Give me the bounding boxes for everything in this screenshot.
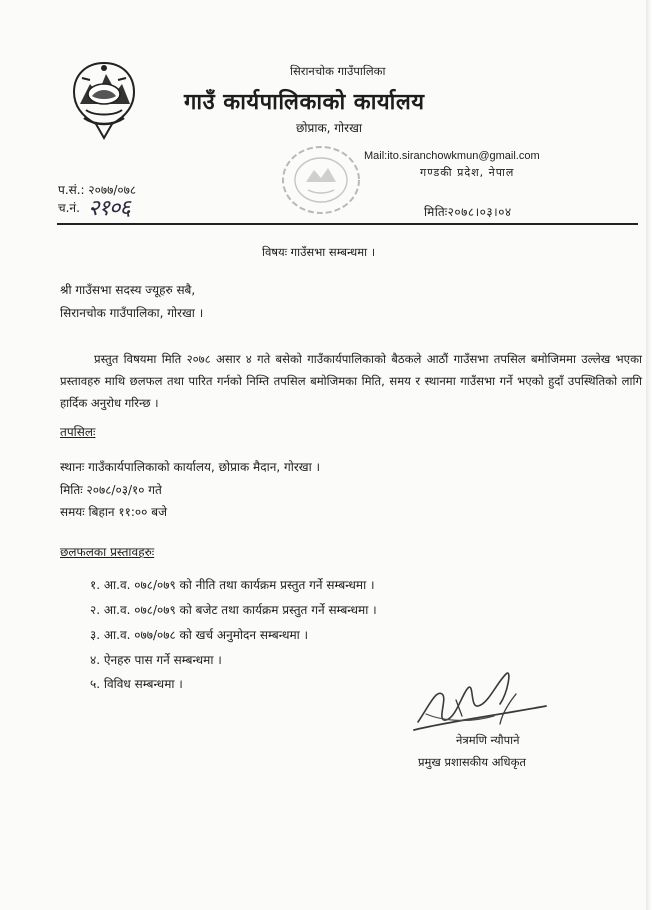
letter-subject: विषयः गाउँसभा सम्बन्धमा । [262, 245, 376, 259]
dispatch-label: च.नं. [58, 201, 80, 215]
meeting-time: समयः बिहान ११:०० बजे [60, 505, 167, 519]
addressee-line-2: सिरानचोक गाउँपालिका, गोरखा । [60, 306, 204, 320]
header-divider [57, 223, 638, 225]
proposal-item: २. आ.व. ०७८/०७९ को बजेट तथा कार्यक्रम प्रस्तुत गर्ने सम्बन्धमा । [90, 603, 377, 617]
proposal-item: १. आ.व. ०७८/०७९ को नीति तथा कार्यक्रम प्रस्तुत गर्ने सम्बन्धमा । [90, 578, 375, 592]
office-email: Mail:ito.siranchowkmun@gmail.com [364, 150, 540, 162]
letter-body: प्रस्तुत विषयमा मिति २०७८ असार ४ गते बसेको गाउँकार्यपालिकाको बैठकले आठौं गाउँसभा तपसिल बमोजिममा उल्लेख भएका प्रस्तावहरु माथि छलफल तथा पारित गर्नको निम्ति तपसिल बमोजिमका मिति, समय र स्थानमा गाउँसभा गर्ने भएको हुदाँ उपस्थितिको लागि हार्दिक अनुरोध गरिन्छ । [60, 352, 642, 410]
reference-number: प.सं.: २०७७/०७८ [58, 183, 137, 197]
letter-date: मितिः२०७८।०३।०४ [424, 205, 512, 219]
dispatch-number: २१०६ [88, 196, 130, 221]
proposal-item: ५. विविध सम्बन्धमा । [90, 677, 183, 691]
government-emblem-icon [70, 60, 138, 144]
signatory-name: नेत्रमणि न्यौपाने [456, 733, 520, 747]
details-heading: तपसिलः [60, 425, 96, 439]
office-title: गाउँ कार्यपालिकाको कार्यालय [184, 90, 425, 115]
proposals-heading: छलफलका प्रस्तावहरुः [60, 545, 155, 559]
meeting-venue: स्थानः गाउँकार्यपालिकाको कार्यालय, छोप्राक मैदान, गोरखा । [60, 460, 321, 474]
municipality-name: सिरानचोक गाउँपालिका [290, 64, 386, 78]
proposal-item: ३. आ.व. ०७७/०७८ को खर्च अनुमोदन सम्बन्धमा । [90, 628, 309, 642]
page-edge [646, 0, 652, 910]
office-address: छोप्राक, गोरखा [296, 121, 362, 135]
office-province: गण्डकी प्रदेश, नेपाल [420, 166, 515, 179]
signatory-title: प्रमुख प्रशासकीय अधिकृत [418, 755, 526, 769]
addressee-line-1: श्री गाउँसभा सदस्य ज्यूहरु सबै, [60, 283, 196, 297]
official-stamp-icon [278, 142, 364, 218]
proposal-item: ४. ऐनहरु पास गर्ने सम्बन्धमा । [90, 653, 222, 667]
meeting-date: मितिः २०७८/०३/१० गते [60, 483, 162, 497]
